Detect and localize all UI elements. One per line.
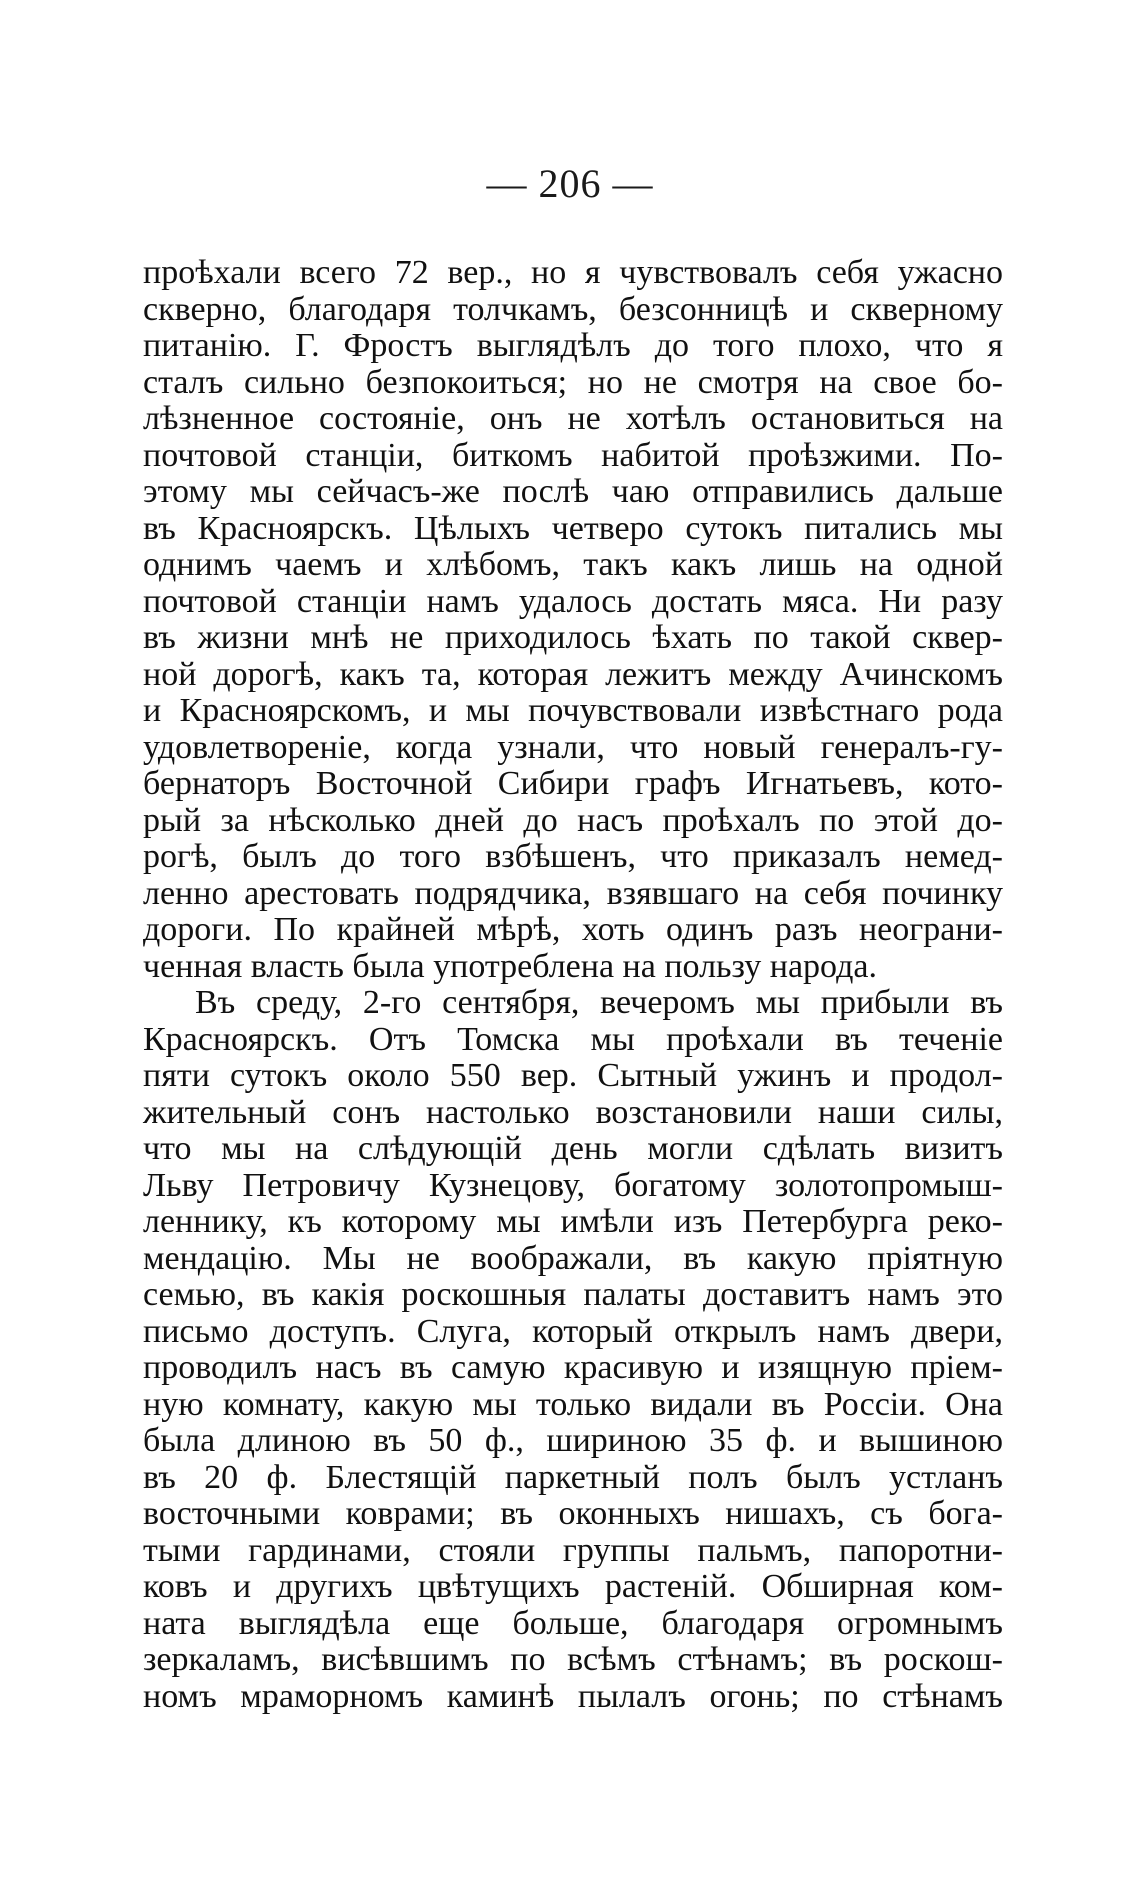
page-number: — 206 — [486,161,654,206]
text-line: восточными коврами; въ оконныхъ нишахъ, съ бога- [143,1495,1003,1532]
text-line: леннику, къ которому мы имѣли изъ Петербурга реко- [143,1203,1003,1240]
text-line: ченная власть была употреблена на пользу народа. [143,947,877,985]
text-line: ковъ и другихъ цвѣтущихъ растеній. Обширная ком- [143,1568,1003,1605]
text-line: ной дорогѣ, какъ та, которая лежитъ между Ачинскомъ [143,655,1003,693]
text-line: проводилъ насъ въ самую красивую и изящную пріем- [143,1349,1003,1386]
text-line: скверно, благодаря толчкамъ, безсонницѣ и скверному [143,290,1003,328]
text-line: однимъ чаемъ и хлѣбомъ, такъ какъ лишь на одной [143,546,1003,583]
text-line: питанію. Г. Фростъ выглядѣлъ до того плохо, что я [143,327,1003,364]
text-line: ленно арестовать подрядчика, взявшаго на себя починку [143,874,1003,912]
text-line: Льву Петровичу Кузнецову, богатому золотопромыш- [143,1166,1003,1204]
text-line-paragraph-start: Въ среду, 2-го сентября, вечеромъ мы прибыли въ [195,984,1003,1021]
text-line: пяти сутокъ около 550 вер. Сытный ужинъ и продол- [143,1057,1003,1094]
text-line: дороги. По крайней мѣрѣ, хоть одинъ разъ неограни- [143,911,1003,948]
text-line: и Красноярскомъ, и мы почувствовали извѣстнаго рода [143,692,1003,729]
text-line: номъ мраморномъ каминѣ пылалъ огонь; по стѣнамъ [143,1677,1003,1715]
text-line: удовлетвореніе, когда узнали, что новый генералъ-гу- [143,728,1003,766]
text-line: этому мы сейчасъ-же послѣ чаю отправились дальше [143,473,1003,510]
text-line: что мы на слѣдующій день могли сдѣлать визитъ [143,1130,1003,1167]
text-line: Красноярскъ. Отъ Томска мы проѣхали въ теченіе [143,1020,1003,1058]
body-text [143,255,1003,1715]
text-line: жительный сонъ настолько возстановили наши силы, [143,1093,1003,1131]
text-line: письмо доступъ. Слуга, который открылъ намъ двери, [143,1312,1003,1350]
text-line: ную комнату, какую мы только видали въ Россіи. Она [143,1385,1003,1423]
text-line: сталъ сильно безпокоиться; но не смотря на свое бо- [143,363,1003,401]
text-line: почтовой станціи, биткомъ набитой проѣзжими. По- [143,436,1003,474]
text-line: семью, въ какія роскошныя палаты доставитъ намъ это [143,1276,1003,1313]
text-line: проѣхали всего 72 вер., но я чувствовалъ себя ужасно [143,254,1003,291]
text-line: лѣзненное состояніе, онъ не хотѣлъ остановиться на [143,400,1003,437]
text-line: зеркаламъ, висѣвшимъ по всѣмъ стѣнамъ; въ роскош- [143,1641,1003,1678]
text-line: въ 20 ф. Блестящій паркетный полъ былъ устланъ [143,1458,1003,1496]
text-line: бернаторъ Восточной Сибири графъ Игнатьевъ, кото- [143,765,1003,802]
text-line: рогѣ, былъ до того взбѣшенъ, что приказалъ немед- [143,838,1003,875]
text-line: мендацію. Мы не воображали, въ какую пріятную [143,1239,1003,1277]
text-line: ната выглядѣла еще больше, благодаря огромнымъ [143,1604,1003,1642]
text-line: въ жизни мнѣ не приходилось ѣхать по такой сквер- [143,619,1003,656]
text-line: была длиною въ 50 ф., шириною 35 ф. и вышиною [143,1422,1003,1459]
text-line: тыми гардинами, стояли группы пальмъ, папоротни- [143,1531,1003,1569]
text-line: рый за нѣсколько дней до насъ проѣхалъ по этой до- [143,801,1003,839]
text-line: въ Красноярскъ. Цѣлыхъ четверо сутокъ питались мы [143,509,1003,547]
text-line: почтовой станціи намъ удалось достать мяса. Ни разу [143,582,1003,620]
